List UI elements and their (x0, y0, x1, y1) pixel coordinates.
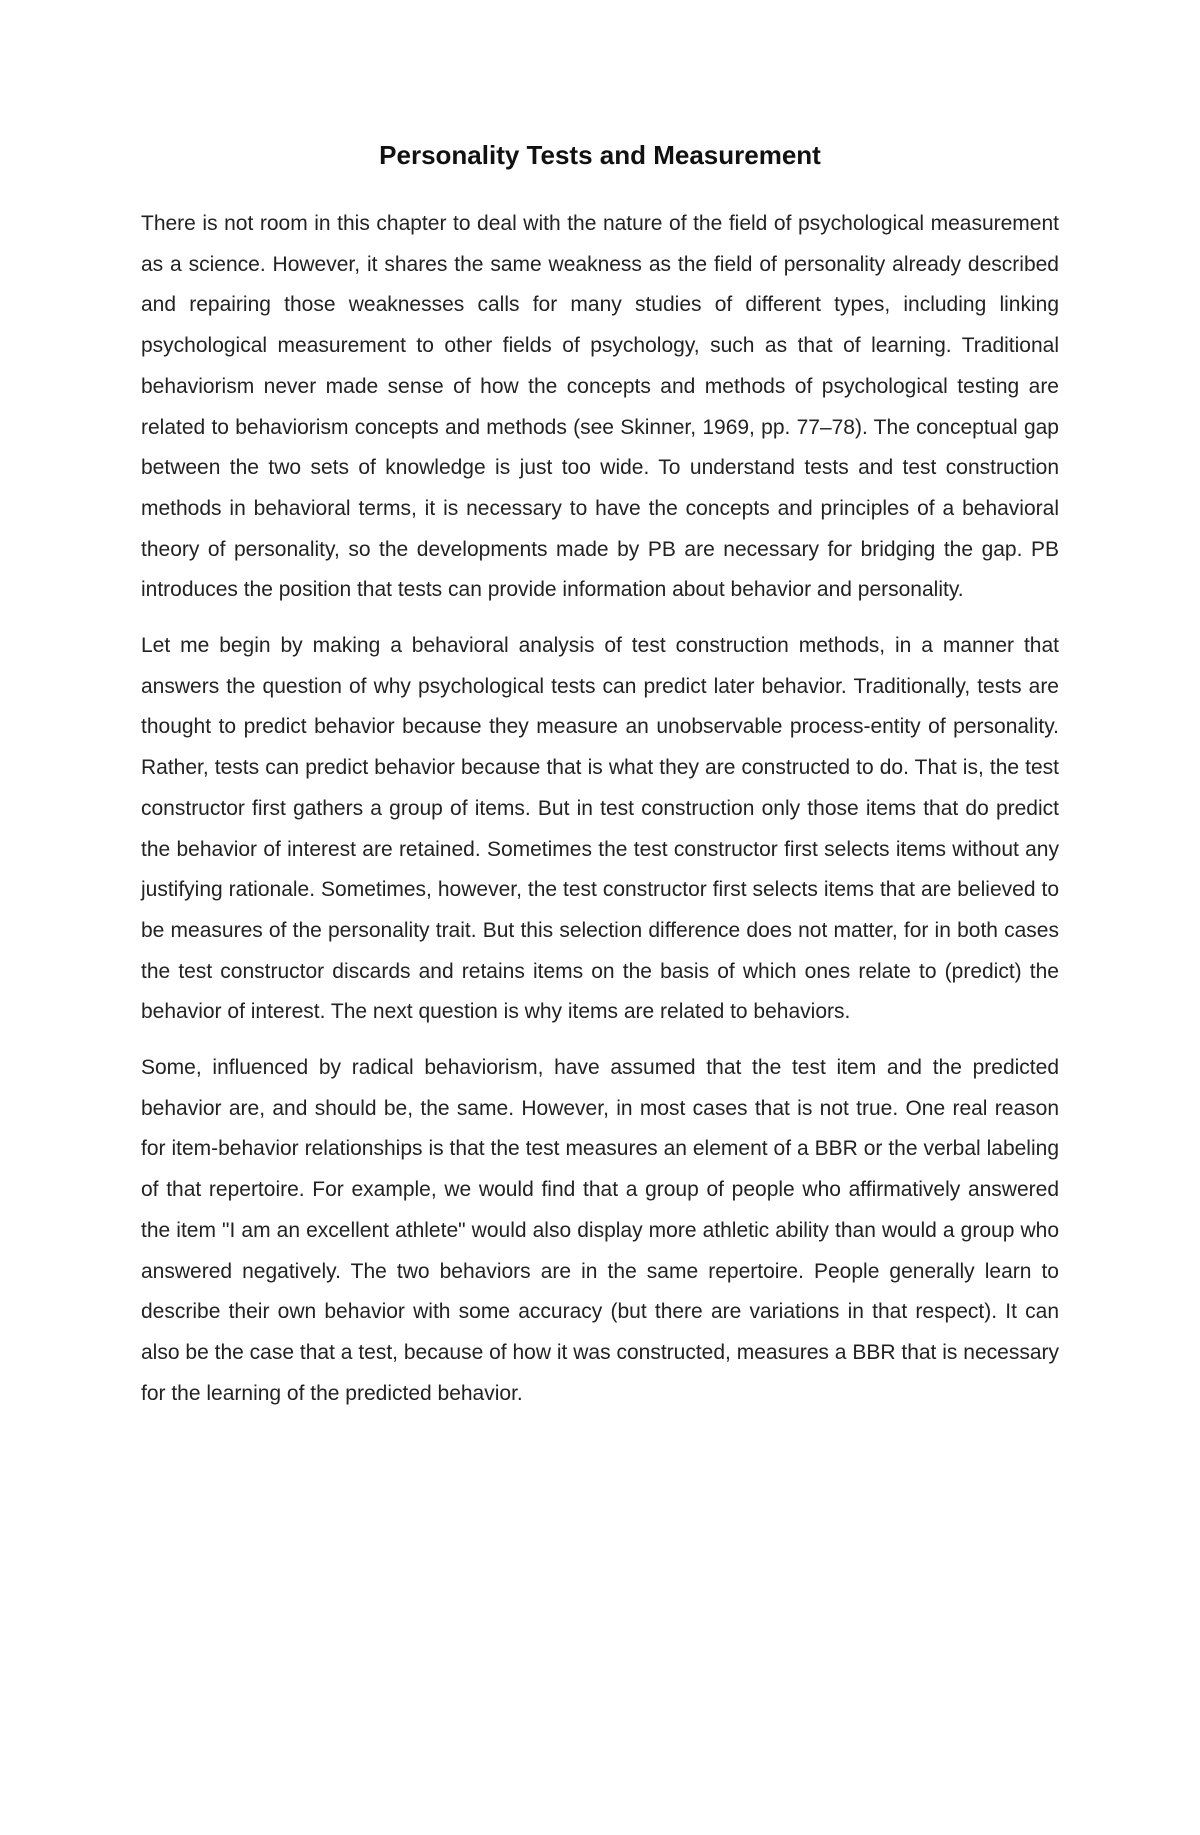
paragraph-3: Some, influenced by radical behaviorism, have assumed that the test item and the predicted behavior are, and should be, the same. However, in most cases that is not true. One real reason for item-behavior relationships is that the test measures an element of a BBR or the verbal labeling of that repertoire. For example, we would find that a group of people who affirmatively answered the item "I am an excellent athlete" would also display more athletic ability than would a group who answered negatively. The two behaviors are in the same repertoire. People generally learn to describe their own behavior with some accuracy (but there are variations in that respect). It can also be the case that a test, because of how it was constructed, measures a BBR that is necessary for the learning of the predicted behavior. (141, 1056, 1059, 1405)
page-title: Personality Tests and Measurement (379, 140, 821, 170)
paragraph-2: Let me begin by making a behavioral analysis of test construction methods, in a manner that answers the question of why psychological tests can predict later behavior. Traditionally, tests are thought to predict behavior because they measure an unobservable process-entity of personality. Rather, tests can predict behavior because that is what they are constructed to do. That is, the test constructor first gathers a group of items. But in test construction only those items that do predict the behavior of interest are retained. Sometimes the test constructor first selects items without any justifying rationale. Sometimes, however, the test constructor first selects items that are believed to be measures of the personality trait. But this selection difference does not matter, for in both cases the test constructor discards and retains items on the basis of which ones relate to (predict) the behavior of interest. The next question is why items are related to behaviors. (141, 634, 1059, 1024)
body-text (141, 204, 1059, 1429)
paragraph-1: There is not room in this chapter to deal with the nature of the field of psychological measurement as a science. However, it shares the same weakness as the field of personality already described and repairing those weaknesses calls for many studies of different types, including linking psychological measurement to other fields of psychology, such as that of learning. Traditional behaviorism never made sense of how the concepts and methods of psychological testing are related to behaviorism concepts and methods (see Skinner, 1969, pp. 77–78). The conceptual gap between the two sets of knowledge is just too wide. To understand tests and test construction methods in behavioral terms, it is necessary to have the concepts and principles of a behavioral theory of personality, so the developments made by PB are necessary for bridging the gap. PB introduces the position that tests can provide information about behavior and personality. (141, 212, 1059, 602)
